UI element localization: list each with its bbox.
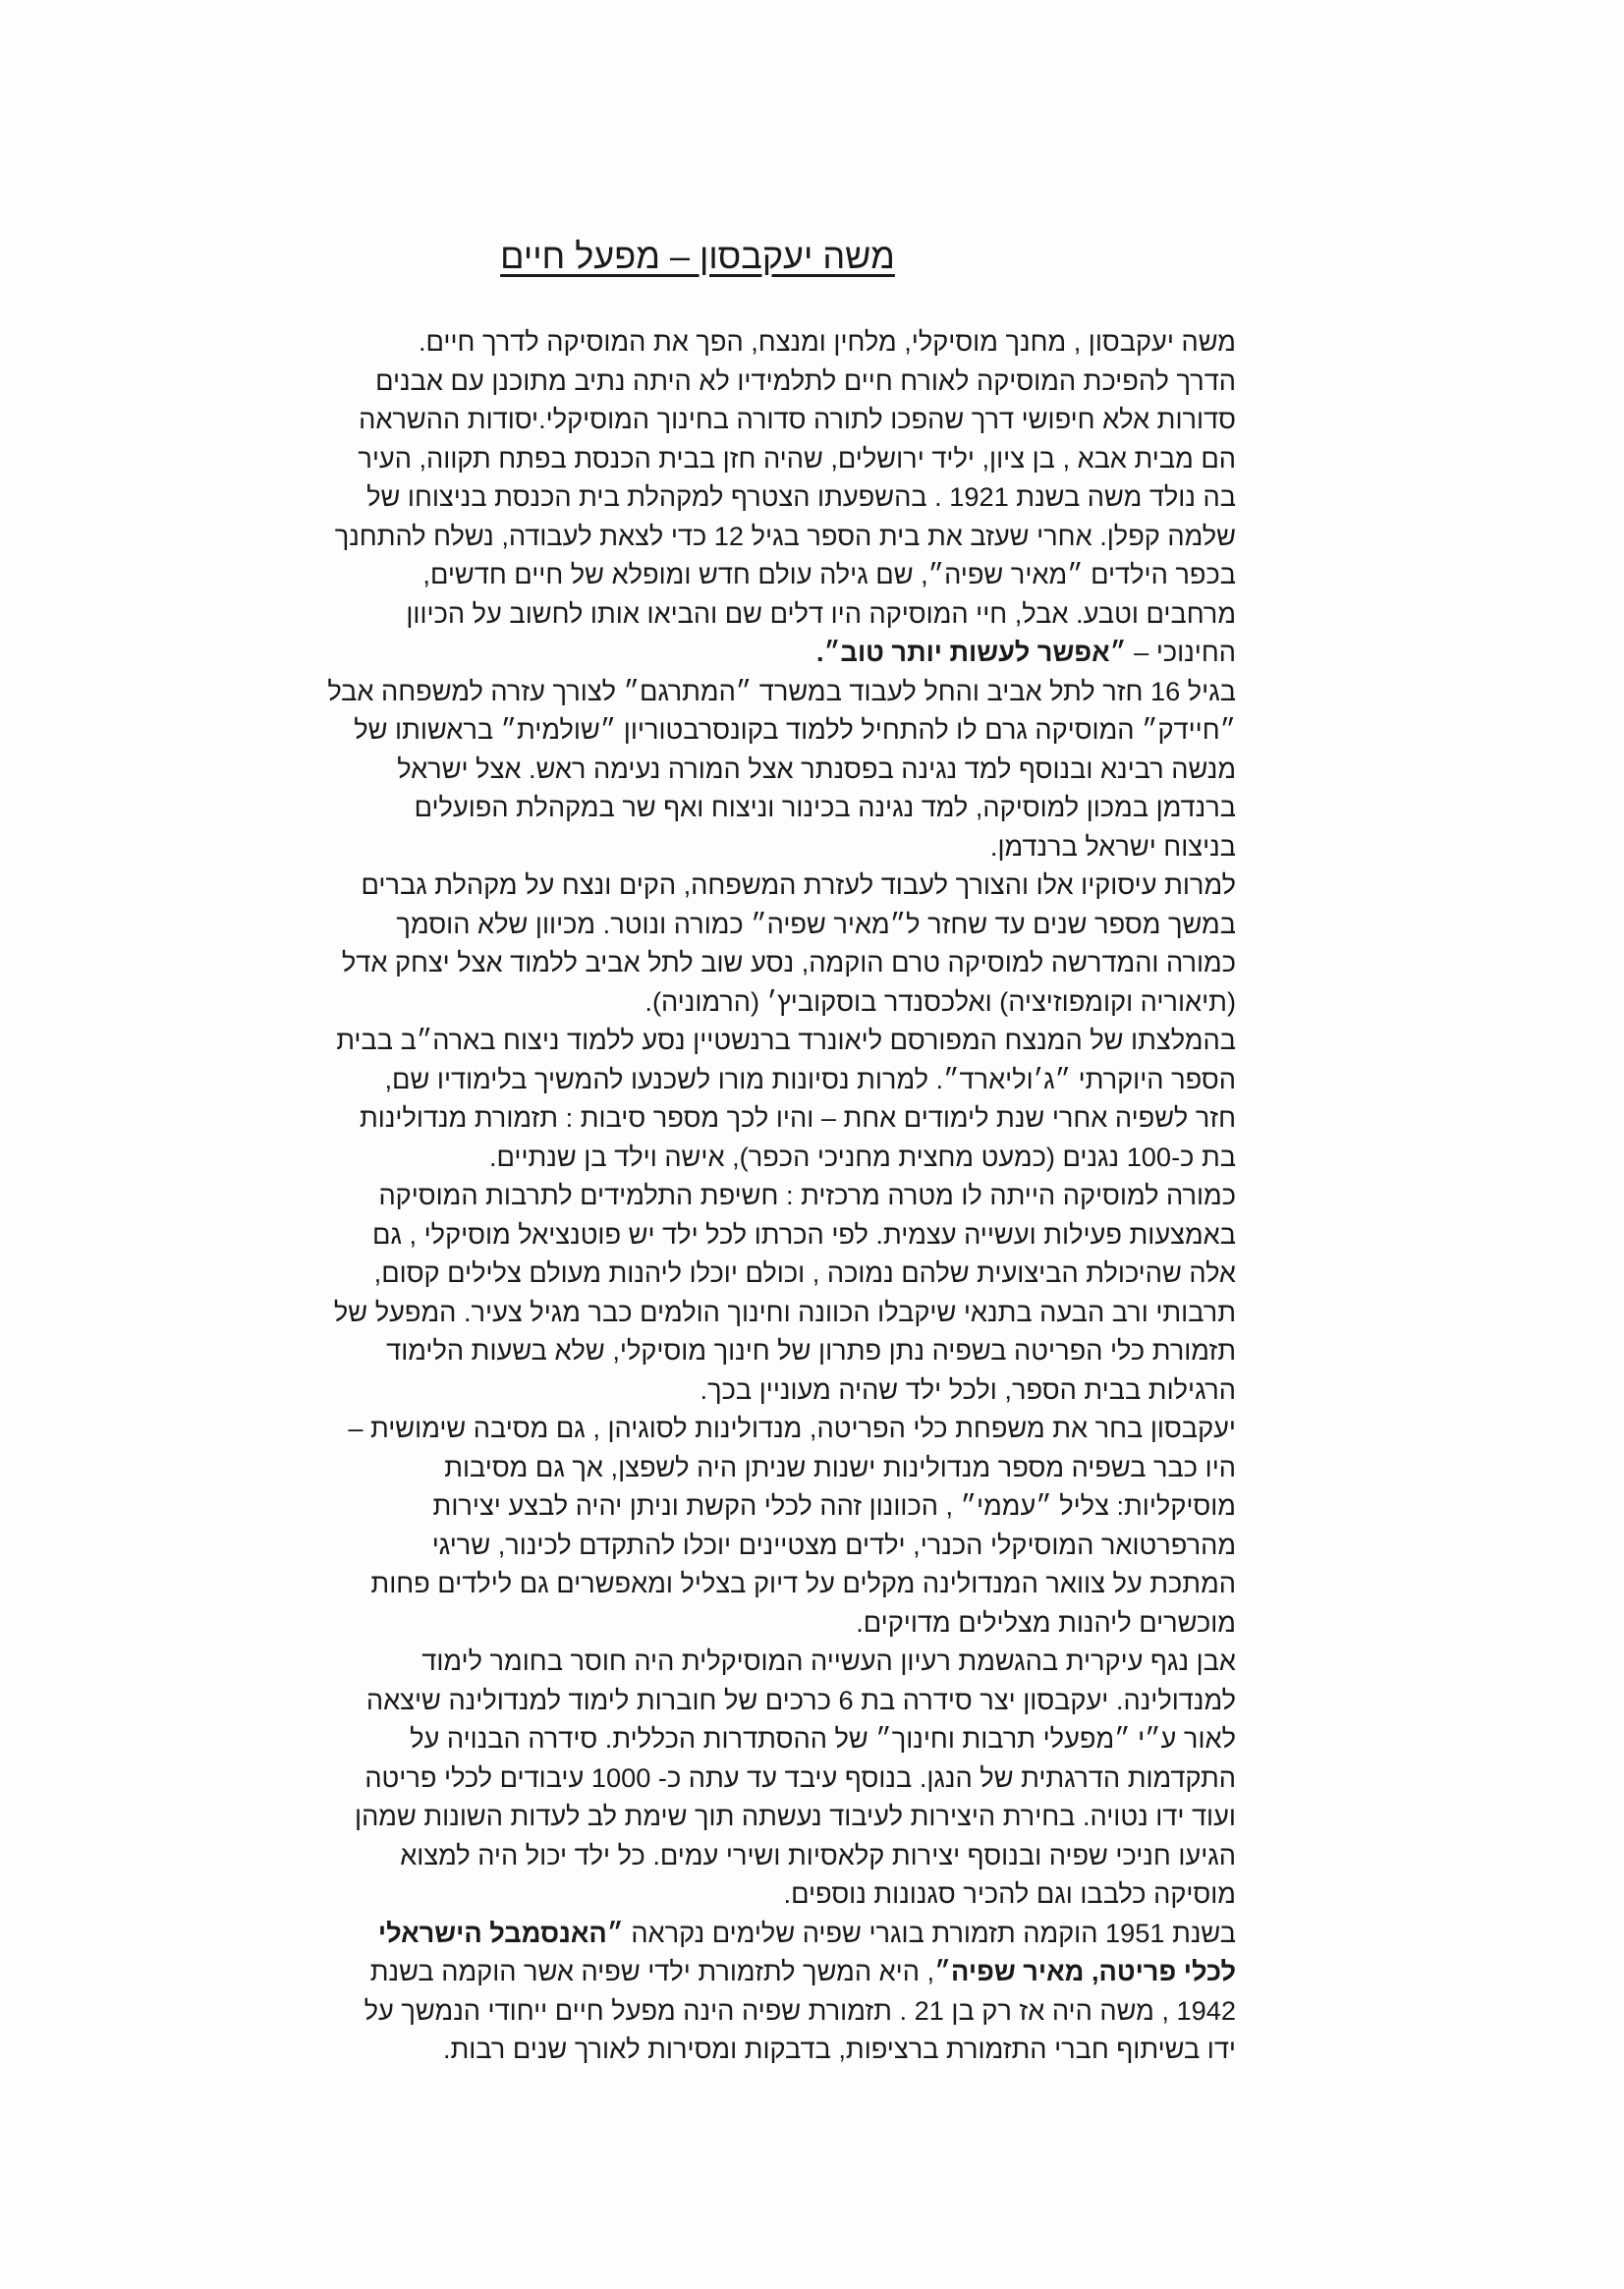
text-segment: בה נולד משה בשנת 1921 . בהשפעתו הצטרף למקהלת בית הכנסת בניצוחו של (366, 481, 1236, 512)
bold-text-segment: ״האנסמבל הישראלי (377, 1917, 624, 1948)
text-line (147, 555, 1236, 594)
text-segment: אלה שהיכולת הביצועית שלהם נמוכה , וכולם יוכלו ליהנות מעולם צלילים קסום, (373, 1257, 1236, 1288)
text-line (147, 1060, 1236, 1099)
text-line (147, 1370, 1236, 1410)
text-line (147, 1215, 1236, 1255)
text-line (147, 1719, 1236, 1759)
text-segment: תרבותי ורב הבעה בתנאי שיקבלו הכוונה וחינוך הולמים כבר מגיל צעיר. המפעל של (333, 1296, 1236, 1327)
text-segment: בת כ-100 נגנים (כמעט מחצית מחניכי הכפר), אישה וילד בן שנתיים. (488, 1141, 1236, 1172)
text-segment: שלמה קפלן. אחרי שעזב את בית הספר בגיל 12 כדי לצאת לעבודה, נשלח להתחנך (334, 520, 1236, 551)
text-segment: בגיל 16 חזר לתל אביב והחל לעבוד במשרד ״המתרגם״ לצורך עזרה למשפחה אבל (327, 675, 1236, 706)
text-line (147, 633, 1236, 672)
text-line (147, 1564, 1236, 1603)
text-segment: אבן נגף עיקרית בהגשמת רעיון העשייה המוסיקלית היה חוסר בחומר לימוד (421, 1646, 1236, 1676)
text-segment: (תיאוריה וקומפוזיציה) ואלכסנדר בוסקוביץ׳ (הרמוניה). (644, 985, 1236, 1017)
text-line (147, 1409, 1236, 1448)
text-segment: בכפר הילדים ״מאיר שפיה״, שם גילה עולם חדש ומופלא של חיים חדשים, (422, 559, 1236, 589)
text-segment: מהרפרטואר המוסיקלי הכנרי, ילדים מצטיינים יוכלו להתקדם לכינור, שריגי (431, 1529, 1236, 1560)
text-segment: המתכת על צוואר המנדולינה מקלים על דיוק בצליל ומאפשרים גם לילדים פחות (370, 1568, 1236, 1598)
text-line (147, 1914, 1236, 1953)
text-line (147, 1138, 1236, 1177)
text-segment: הרגילות בבית הספר, ולכל ילד שהיה מעוניין בכך. (700, 1373, 1236, 1405)
bold-text-segment: לכלי פריטה, מאיר שפיה״ (934, 1956, 1236, 1986)
text-segment: יעקבסון בחר את משפחת כלי הפריטה, מנדולינות לסוגיהן , גם מסיבה שימושית – (348, 1413, 1236, 1443)
text-line (147, 1797, 1236, 1836)
text-segment: , היא המשך לתזמורת ילדי שפיה אשר הוקמה בשנת (369, 1956, 935, 1986)
document-title: משה יעקבסון – מפעל חיים (500, 236, 895, 276)
text-segment: התקדמות הדרגתית של הנגן. בנוסף עיבד עד עתה כ- 1000 עיבודים לכלי פריטה (364, 1761, 1236, 1793)
text-segment: כמורה והמדרשה למוסיקה טרם הוקמה, נסע שוב לתל אביב ללמוד אצל יצחק אדל (341, 947, 1236, 977)
text-line (147, 1952, 1236, 1991)
text-line (147, 1176, 1236, 1215)
text-segment: מנשה רבינא ובנוסף למד נגינה בפסנתר אצל המורה נעימה ראש. אצל ישראל (397, 753, 1236, 784)
text-line (147, 1836, 1236, 1875)
text-segment: בניצוח ישראל ברנדמן. (989, 830, 1236, 862)
text-line (147, 672, 1236, 711)
text-segment: ברנדמן במכון למוסיקה, למד נגינה בכינור וניצוח ואף שר במקהלת הפועלים (414, 792, 1236, 822)
text-segment: בשנת 1951 הוקמה תזמורת בוגרי שפיה שלימים נקראה (623, 1917, 1236, 1948)
text-line (147, 982, 1236, 1022)
text-line (147, 1098, 1236, 1138)
text-line (147, 362, 1236, 401)
text-line (147, 1293, 1236, 1332)
text-segment: הגיעו חניכי שפיה ובנוסף יצירות קלאסיות ושירי עמים. כל ילד יכול היה למצוא (400, 1839, 1236, 1870)
text-segment: הם מבית אבא , בן ציון, יליד ירושלים, שהיה חזן בבית הכנסת בפתח תקווה, העיר (358, 442, 1236, 474)
text-line (147, 1991, 1236, 2031)
text-line (147, 594, 1236, 634)
text-segment: הדרך להפיכת המוסיקה לאורח חיים לתלמידיו לא היתה נתיב מתוכנן עם אבנים (375, 364, 1236, 396)
text-line (147, 400, 1236, 439)
text-line (147, 1874, 1236, 1914)
text-line (147, 788, 1236, 827)
text-segment: משה יעקבסון , מחנך מוסיקלי, מלחין ומנצח, הפך את המוסיקה לדרך חיים. (418, 326, 1236, 357)
text-line (147, 1331, 1236, 1370)
text-line (147, 322, 1236, 362)
text-line (147, 1526, 1236, 1565)
text-segment: כמורה למוסיקה הייתה לו מטרה מרכזית : חשיפת התלמידים לתרבות המוסיקה (378, 1180, 1236, 1210)
text-line (147, 1603, 1236, 1643)
text-segment: החינוכי – (1126, 637, 1236, 667)
text-segment: במשך מספר שנים עד שחזר ל״מאיר שפיה״ כמורה ונוטר. מכיוון שלא הוסמך (396, 908, 1236, 939)
text-line (147, 750, 1236, 789)
text-segment: היו כבר בשפיה מספר מנדולינות ישנות שניתן היה לשפצן, אך גם מסיבות (444, 1451, 1236, 1482)
text-line (147, 865, 1236, 905)
text-segment: באמצעות פעילות ועשייה עצמית. לפי הכרתו לכל ילד יש פוטנציאל מוסיקלי , גם (372, 1218, 1236, 1250)
text-line (147, 943, 1236, 982)
bold-text-segment: ״אפשר לעשות יותר טוב״. (816, 637, 1127, 667)
text-line (147, 1681, 1236, 1720)
text-segment: סדורות אלא חיפושי דרך שהפכו לתורה סדורה בחינוך המוסיקלי.יסודות ההשראה (359, 404, 1236, 434)
text-segment: למנדולינה. יעקבסון יצר סידרה בת 6 כרכים של חוברות לימוד למנדולינה שיצאה (365, 1684, 1236, 1715)
text-segment: לאור ע״י ״מפעלי תרבות וחינוך״ של ההסתדרות הכללית. סידרה הבנויה על (410, 1723, 1236, 1754)
text-line (147, 477, 1236, 517)
text-segment: ועוד ידו נטויה. בחירת היצירות לעיבוד נעשתה תוך שימת לב לעדות השונות שמהן (355, 1801, 1236, 1831)
text-line (147, 827, 1236, 866)
text-segment: מוכשרים ליהנות מצלילים מדויקים. (856, 1606, 1236, 1638)
text-segment: 1942 , משה היה אז רק בן 21 . תזמורת שפיה הינה מפעל חיים ייחודי הנמשך על (364, 1994, 1236, 2026)
text-segment: מרחבים וטבע. אבל, חיי המוסיקה היו דלים שם והביאו אותו לחשוב על הכיוון (406, 597, 1236, 629)
document-body (147, 322, 1236, 2069)
text-segment: מוסיקליות: צליל ״עממי״ , הכוונון זהה לכלי הקשת וניתן יהיה לבצע יצירות (432, 1490, 1236, 1521)
text-line (147, 710, 1236, 750)
text-segment: ידו בשיתוף חברי התזמורת ברציפות, בדבקות ומסירות לאורך שנים רבות. (442, 2034, 1236, 2064)
text-segment: מוסיקה כלבבו וגם להכיר סגנונות נוספים. (783, 1878, 1236, 1909)
text-line (147, 1642, 1236, 1681)
text-line (147, 905, 1236, 944)
text-segment: ״חיידק״ המוסיקה גרם לו להתחיל ללמוד בקונסרבטוריון ״שולמית״ בראשותו של (354, 714, 1236, 745)
text-line (147, 1759, 1236, 1798)
text-line (147, 439, 1236, 478)
text-line (147, 2030, 1236, 2069)
text-line (147, 1448, 1236, 1487)
text-segment: חזר לשפיה אחרי שנת לימודים אחת – והיו לכך מספר סיבות : תזמורת מנדולינות (359, 1102, 1236, 1133)
text-line (147, 517, 1236, 556)
text-line (147, 1486, 1236, 1526)
text-segment: למרות עיסוקיו אלו והצורך לעבוד לעזרת המשפחה, הקים ונצח על מקהלת גברים (361, 869, 1236, 900)
text-segment: תזמורת כלי הפריטה בשפיה נתן פתרון של חינוך מוסיקלי, שלא בשעות הלימוד (386, 1335, 1236, 1366)
text-segment: הספר היוקרתי ״ג׳וליארד״. למרות נסיונות מורו לשכנעו להמשיך בלימודיו שם, (384, 1063, 1236, 1094)
text-line (147, 1254, 1236, 1293)
text-line (147, 1021, 1236, 1060)
text-segment: בהמלצתו של המנצח המפורסם ליאונרד ברנשטיין נסע ללמוד ניצוח בארה״ב בבית (336, 1025, 1236, 1055)
